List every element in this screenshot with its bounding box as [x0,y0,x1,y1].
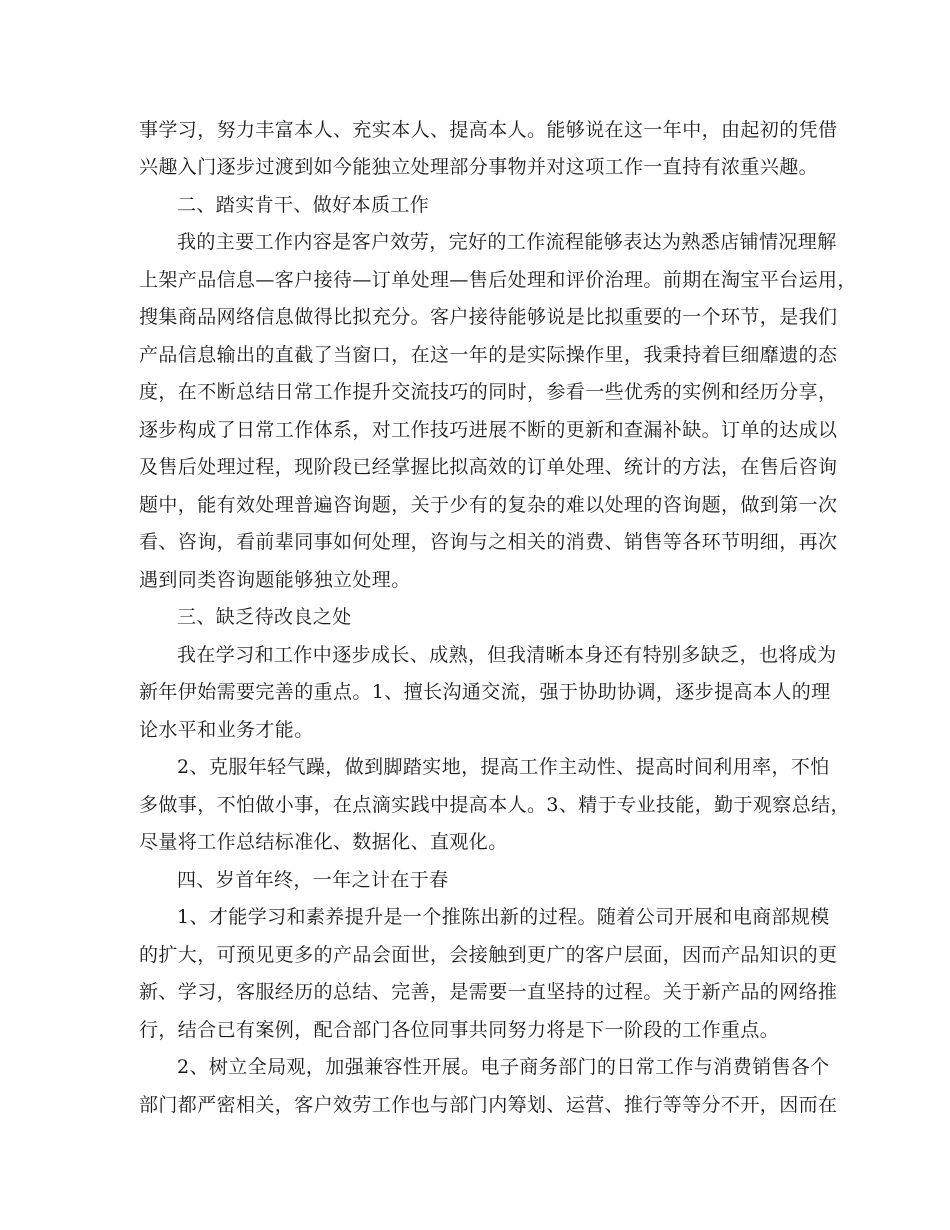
text-line: 产品信息输出的直截了当窗口，在这一年的是实际操作里，我秉持着巨细靡遗的态 [139,344,838,366]
text-line: 2、树立全局观，加强兼容性开展。电子商务部门的日常工作与消费销售各个 [177,1056,830,1078]
text-line: 搜集商品网络信息做得比拟充分。客户接待能够说是比拟重要的一个环节，是我们 [139,306,838,328]
section-heading: 二、踏实肯干、做好本质工作 [177,194,430,216]
text-line: 逐步构成了日常工作体系，对工作技巧进展不断的更新和查漏补缺。订单的达成以 [139,419,838,441]
text-line: 及售后处理过程，现阶段已经掌握比拟高效的订单处理、统计的方法，在售后咨询 [139,456,838,478]
text-line: 新、学习，客服经历的总结、完善，是需要一直坚持的过程。关于新产品的网络推 [139,981,838,1003]
text-line: 遇到同类咨询题能够独立处理。 [139,569,411,591]
text-line: 1、才能学习和素养提升是一个推陈出新的过程。随着公司开展和电商部规模 [177,906,830,928]
text-line: 度，在不断总结日常工作提升交流技巧的同时，参看一些优秀的实例和经历分享， [139,381,838,403]
text-line: 上架产品信息—客户接待—订单处理—售后处理和评价治理。前期在淘宝平台运用， [139,269,857,291]
text-line: 论水平和业务才能。 [139,719,314,741]
text-line: 部门都严密相关，客户效劳工作也与部门内筹划、运营、推行等等分不开，因而在 [139,1094,838,1116]
text-line: 行，结合已有案例，配合部门各位同事共同努力将是下一阶段的工作重点。 [139,1019,780,1041]
section-heading: 四、岁首年终，一年之计在于春 [177,869,449,891]
text-line: 的扩大，可预见更多的产品会面世，会接触到更广的客户层面，因而产品知识的更 [139,944,838,966]
text-line: 新年伊始需要完善的重点。1、擅长沟通交流，强于协助协调，逐步提高本人的理 [139,681,831,703]
text-line: 事学习，努力丰富本人、充实本人、提高本人。能够说在这一年中，由起初的凭借 [139,119,838,141]
text-line: 我的主要工作内容是客户效劳，完好的工作流程能够表达为熟悉店铺情况理解 [177,231,837,253]
text-line: 看、咨询，看前辈同事如何处理，咨询与之相关的消费、销售等各环节明细，再次 [139,531,838,553]
text-line: 尽量将工作总结标准化、数据化、直观化。 [139,831,508,853]
text-line: 2、克服年轻气躁，做到脚踏实地，提高工作主动性、提高时间利用率，不怕 [177,756,830,778]
text-line: 题中，能有效处理普遍咨询题，关于少有的复杂的难以处理的咨询题，做到第一次 [139,494,838,516]
text-line: 我在学习和工作中逐步成长、成熟，但我清晰本身还有特别多缺乏，也将成为 [177,644,837,666]
section-heading: 三、缺乏待改良之处 [177,606,352,628]
text-line: 兴趣入门逐步过渡到如今能独立处理部分事物并对这项工作一直持有浓重兴趣。 [139,156,819,178]
text-line: 多做事，不怕做小事，在点滴实践中提高本人。3、精于专业技能，勤于观察总结， [139,794,850,816]
